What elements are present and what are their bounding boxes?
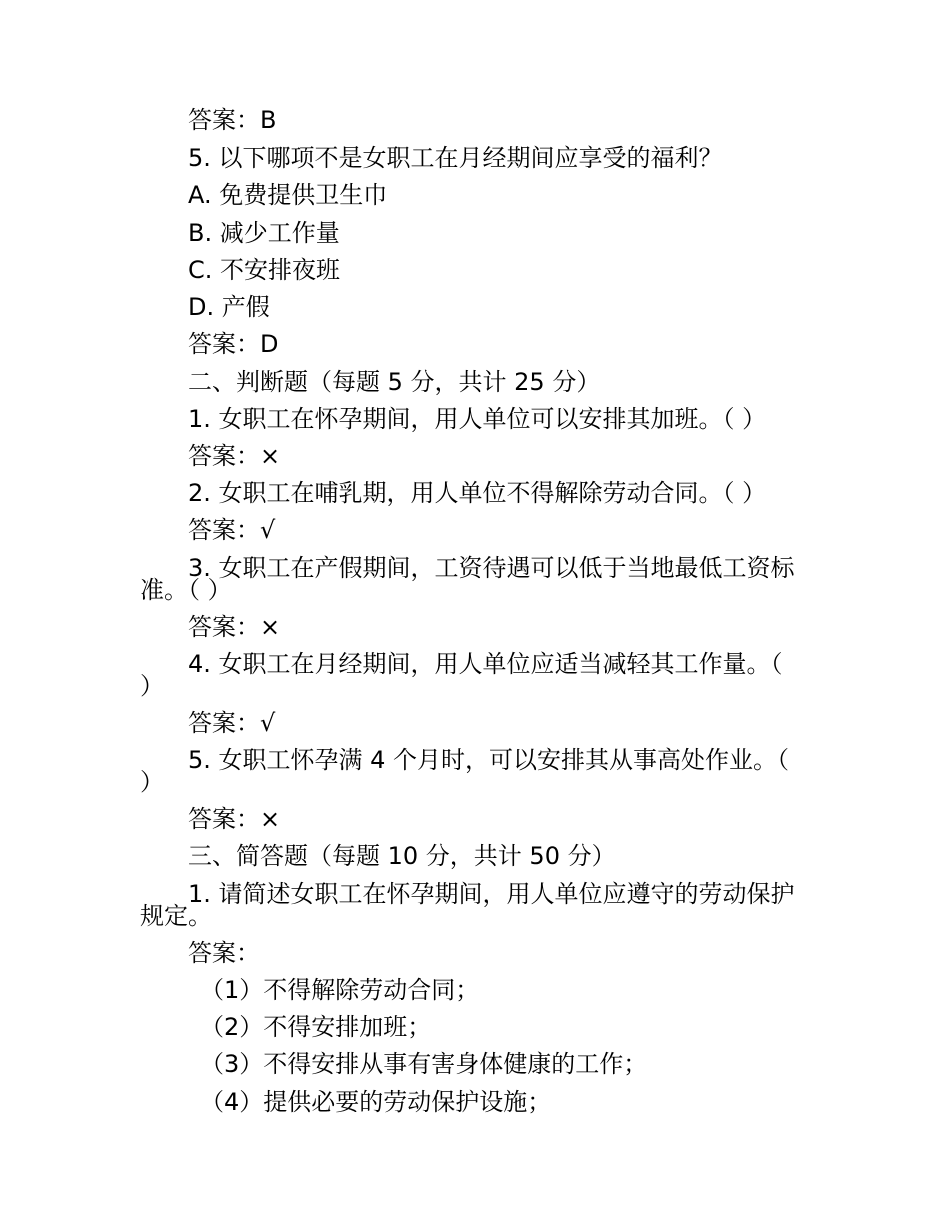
- answer-line: 答案：D: [188, 330, 279, 358]
- answer-item: （3）不得安排从事有害身体健康的工作；: [200, 1050, 648, 1078]
- question-line: 1. 请简述女职工在怀孕期间，用人单位应遵守的劳动保护: [188, 880, 795, 908]
- section-heading: 二、判断题（每题 5 分，共计 25 分）: [188, 368, 601, 396]
- answer-line: 答案：B: [188, 106, 277, 134]
- question-line: 3. 女职工在产假期间，工资待遇可以低于当地最低工资标: [188, 554, 795, 582]
- option-line: A. 免费提供卫生巾: [188, 181, 388, 209]
- question-continuation: 规定。: [140, 902, 212, 930]
- answer-item: （2）不得安排加班；: [200, 1013, 432, 1041]
- answer-item: （4）提供必要的劳动保护设施；: [200, 1088, 552, 1116]
- answer-line: 答案：×: [188, 442, 281, 470]
- question-line: 1. 女职工在怀孕期间，用人单位可以安排其加班。（ ）: [188, 405, 767, 433]
- answer-line: 答案：√: [188, 516, 276, 544]
- answer-item: （1）不得解除劳动合同；: [200, 976, 480, 1004]
- option-line: C. 不安排夜班: [188, 256, 341, 284]
- answer-line: 答案：×: [188, 613, 281, 641]
- option-line: B. 减少工作量: [188, 219, 340, 247]
- answer-line: 答案：: [188, 939, 260, 967]
- answer-line: 答案：×: [188, 805, 281, 833]
- question-continuation: ）: [140, 768, 164, 796]
- question-line: 5. 女职工怀孕满 4 个月时，可以安排其从事高处作业。（: [188, 746, 790, 774]
- answer-line: 答案：√: [188, 709, 276, 737]
- section-heading: 三、简答题（每题 10 分，共计 50 分）: [188, 842, 616, 870]
- question-line: 2. 女职工在哺乳期，用人单位不得解除劳动合同。（ ）: [188, 479, 767, 507]
- question-continuation: 准。（ ）: [140, 576, 232, 604]
- question-continuation: ）: [140, 672, 164, 700]
- question-line: 5. 以下哪项不是女职工在月经期间应享受的福利？: [188, 144, 723, 172]
- option-line: D. 产假: [188, 293, 270, 321]
- question-line: 4. 女职工在月经期间，用人单位应适当减轻其工作量。（: [188, 650, 783, 678]
